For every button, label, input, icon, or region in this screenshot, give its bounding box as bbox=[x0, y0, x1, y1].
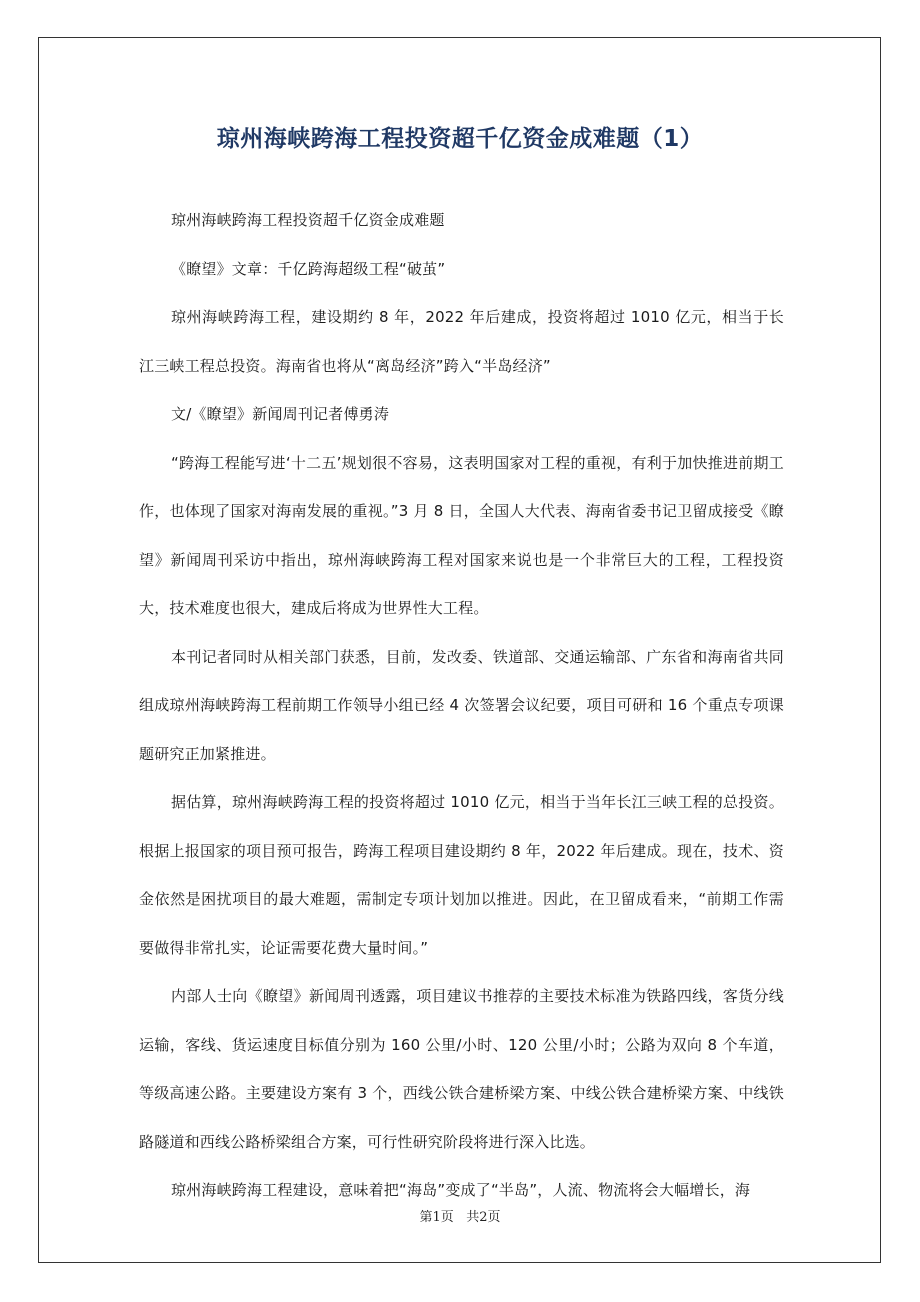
document-body bbox=[139, 196, 784, 1215]
page-total: 2 bbox=[479, 1210, 488, 1225]
paragraph-body: 本刊记者同时从相关部门获悉，目前，发改委、铁道部、交通运输部、广东省和海南省共同组成琼州海峡跨海工程前期工作领导小组已经 4 次签署会议纪要，项目可研和 16 个重点专项课题研究正加紧推进。 bbox=[139, 647, 784, 763]
paragraph-source: 《瞭望》文章：千亿跨海超级工程“破茧” bbox=[171, 259, 446, 278]
page-label-mid: 页 共 bbox=[440, 1210, 480, 1225]
page-footer bbox=[0, 1206, 920, 1225]
page-label-suffix: 页 bbox=[487, 1210, 501, 1225]
paragraph-body: 据估算，琼州海峡跨海工程的投资将超过 1010 亿元，相当于当年长江三峡工程的总投资。根据上报国家的项目预可报告，跨海工程项目建设期约 8 年，2022 年后建成。现在，技术、资金依然是困扰项目的最大难题，需制定专项计划加以推进。因此，在卫留成看来，“前期工作需要做得非常扎实，论证需要花费大量时间。” bbox=[139, 793, 784, 957]
paragraph-subtitle: 琼州海峡跨海工程投资超千亿资金成难题 bbox=[171, 211, 445, 229]
page-label-prefix: 第 bbox=[419, 1210, 433, 1225]
paragraph-byline: 文/《瞭望》新闻周刊记者傅勇涛 bbox=[171, 405, 390, 423]
document-title: 琼州海峡跨海工程投资超千亿资金成难题（1） bbox=[216, 126, 704, 152]
paragraph-body: 内部人士向《瞭望》新闻周刊透露，项目建议书推荐的主要技术标准为铁路四线，客货分线运输，客线、货运速度目标值分别为 160 公里/小时、120 公里/小时；公路为双向 8 个车道，等级高速公路。主要建设方案有 3 个，西线公铁合建桥梁方案、中线公铁合建桥梁方案、中线铁路隧道和西线公路桥梁组合方案，可行性研究阶段将进行深入比选。 bbox=[139, 987, 784, 1151]
paragraph-body: 琼州海峡跨海工程建设，意味着把“海岛”变成了“半岛”，人流、物流将会大幅增长，海 bbox=[171, 1181, 751, 1199]
page-current: 1 bbox=[432, 1210, 441, 1225]
paragraph-body: “跨海工程能写进‘十二五’规划很不容易，这表明国家对工程的重视，有利于加快推进前期工作，也体现了国家对海南发展的重视。”3 月 8 日，全国人大代表、海南省委书记卫留成接受《瞭望》新闻周刊采访中指出，琼州海峡跨海工程对国家来说也是一个非常巨大的工程，工程投资大，技术难度也很大，建成后将成为世界性大工程。 bbox=[139, 453, 784, 617]
paragraph-summary: 琼州海峡跨海工程，建设期约 8 年，2022 年后建成，投资将超过 1010 亿元，相当于长江三峡工程总投资。海南省也将从“离岛经济”跨入“半岛经济” bbox=[139, 308, 784, 375]
